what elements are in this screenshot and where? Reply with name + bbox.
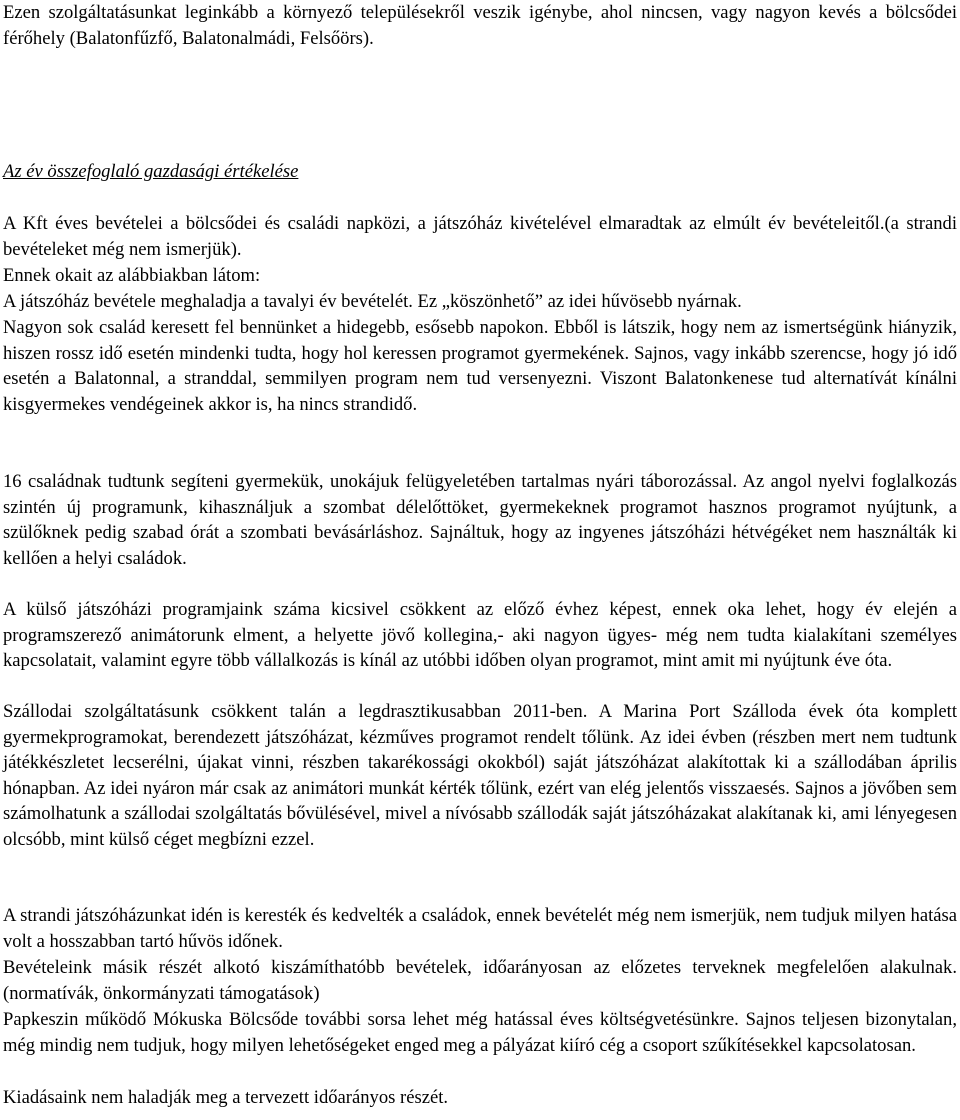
section-title: Az év összefoglaló gazdasági értékelése [3,161,299,182]
paragraph-summer-camp: 16 családnak tudtunk segíteni gyermekük, unokájuk felügyeletében tartalmas nyári táborozással. Az angol nyelvi foglalkozás szintén új programunk, kihasználjuk a szombat délelőttöket, gyermekeknek programot hasznos programot nyújtunk, a szülőknek pedig szabad órát a szombati bevásárláshoz. Sajnáltuk, hogy az ingyenes játszóházi hétvégéket nem használták ki kellően a helyi családok. [3,471,957,569]
paragraph-revenue-summary: A Kft éves bevételei a bölcsődei és családi napközi, a játszóház kivételével elmaradtak az elmúlt év bevételeitől.(a strandi bevételeket még nem ismerjük). [3,213,957,260]
paragraph-expenses: Kiadásaink nem haladják meg a tervezett időarányos részét. [3,1087,449,1108]
paragraph-external-programs: A külső játszóházi programjaink száma kicsivel csökkent az előző évhez képest, ennek oka lehet, hogy év elején a programszerező animátorunk elment, a helyette jövő kollegina,- aki nagyon ügyes- még nem tudta kialakítani személyes kapcsolatait, valamint egyre több vállalkozás is kínál az utóbbi időben olyan programot, mint amit mi nyújtunk éve óta. [3,599,957,672]
intro-paragraph: Ezen szolgáltatásunkat leginkább a környező településekről veszik igénybe, ahol nincsen, vagy nagyon kevés a bölcsődei férőhely (Balatonfűzfő, Balatonalmádi, Felsőörs). [3,2,957,49]
paragraph-families-rainy-days: Nagyon sok család keresett fel bennünket a hidegebb, esősebb napokon. Ebből is látszik, hogy nem az ismertségünk hiányzik, hiszen rossz idő esetén mindenki tudta, hogy hol keressen programot gyermekének. Sajnos, vagy inkább szerencse, hogy jó idő esetén a Balatonnal, a stranddal, semmilyen program nem tud versenyezni. Viszont Balatonkenese tud alternatívát kínálni kisgyermekes vendégeinek akkor is, ha nincs strandidő. [3,317,957,415]
paragraph-predictable-revenue: Bevételeink másik részét alkotó kiszámíthatóbb bevételek, időarányosan az előzetes terveknek megfelelően alakulnak. (normatívák, önkormányzati támogatások) [3,957,957,1004]
paragraph-playhouse-revenue: A játszóház bevétele meghaladja a tavalyi év bevételét. Ez „köszönhető” az idei hűvösebb nyárnak. [3,291,742,312]
paragraph-mokuska-nursery: Papkeszin működő Mókuska Bölcsőde további sorsa lehet még hatással éves költségvetésünkre. Sajnos teljesen bizonytalan, még mindig nem tudjuk, hogy milyen lehetőségeket enged meg a pályázat kiíró cég a csoport szűkítésekkel kapcsolatosan. [3,1009,957,1056]
paragraph-hotel-services: Szállodai szolgáltatásunk csökkent talán a legdrasztikusabban 2011-ben. A Marina Port Szálloda évek óta komplett gyermekprogramokat, berendezett játszóházat, kézműves programot rendelt tőlünk. Az idei évben (részben mert nem tudtunk játékkészletet lecserélni, újakat vinni, részben takarékossági okokból) saját játszóházat alakítottak ki a szállodában április hónapban. Az idei nyáron már csak az animátori munkát kérték tőlünk, ezért van elég jelentős visszaesés. Sajnos a jövőben sem számolhatunk a szállodai szolgáltatás bővülésével, mivel a nívósabb szállodák saját játszóházakat alakítanak ki, ami lényegesen olcsóbb, mint külső céget megbízni ezzel. [3,701,957,850]
paragraph-reasons-intro: Ennek okait az alábbiakban látom: [3,265,261,286]
paragraph-beach-playhouse: A strandi játszóházunkat idén is keresték és kedvelték a családok, ennek bevételét még nem ismerjük, nem tudjuk milyen hatása volt a hosszabban tartó hűvös időnek. [3,905,957,952]
